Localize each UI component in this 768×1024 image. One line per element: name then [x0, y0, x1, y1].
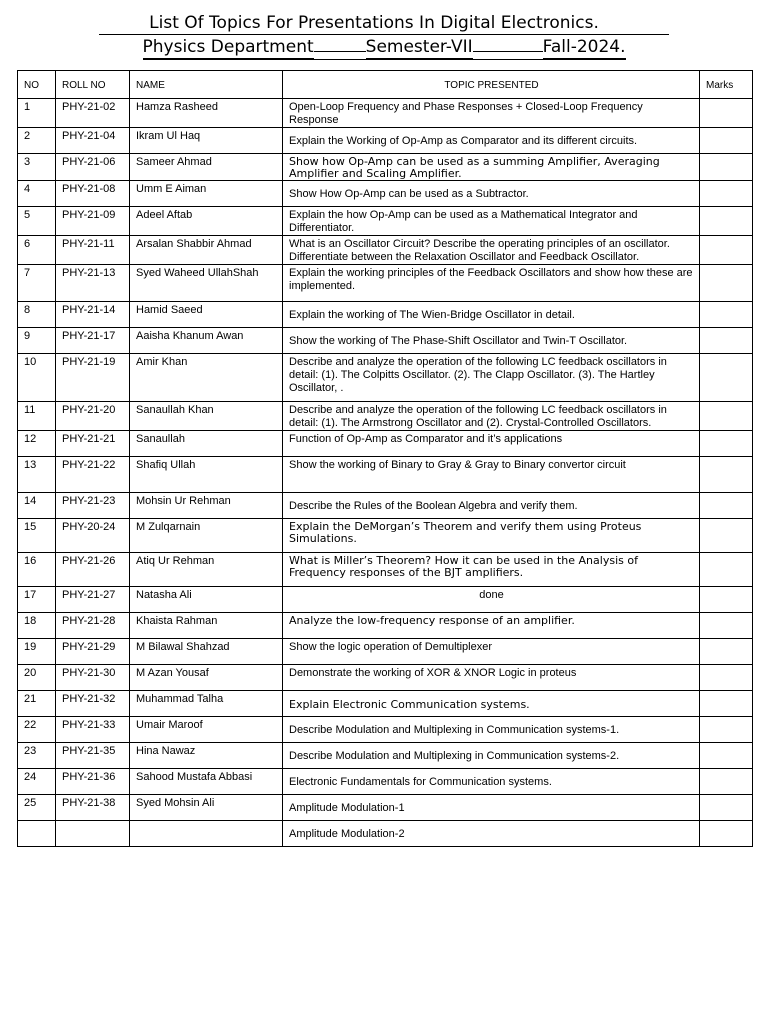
row-name: Umm E Aiman	[130, 181, 283, 207]
table-row	[18, 795, 753, 821]
row-topic: Describe Modulation and Multiplexing in Communication systems-2.	[283, 743, 700, 769]
row-name: Sahood Mustafa Abbasi	[130, 769, 283, 795]
table-row	[18, 553, 753, 587]
row-roll: PHY-21-29	[56, 639, 130, 665]
row-topic: Describe and analyze the operation of the following LC feedback oscillators in detail: (1). The Colpitts Oscillator. (2). The Clapp Oscillator. (3). The Hartley Oscillator, .	[283, 354, 700, 402]
row-marks	[700, 743, 753, 769]
row-no: 15	[18, 519, 56, 553]
row-roll: PHY-21-09	[56, 207, 130, 236]
row-roll: PHY-21-32	[56, 691, 130, 717]
row-no	[18, 821, 56, 847]
row-marks	[700, 493, 753, 519]
row-topic: What is Miller’s Theorem? How it can be used in the Analysis of Frequency responses of the BJT amplifiers.	[283, 553, 700, 587]
row-no: 4	[18, 181, 56, 207]
row-no: 13	[18, 457, 56, 493]
row-topic: Explain the DeMorgan’s Theorem and verify them using Proteus Simulations.	[283, 519, 700, 553]
row-roll: PHY-21-20	[56, 402, 130, 431]
row-no: 17	[18, 587, 56, 613]
row-roll: PHY-21-27	[56, 587, 130, 613]
row-roll: PHY-21-28	[56, 613, 130, 639]
row-roll: PHY-21-36	[56, 769, 130, 795]
row-topic: Explain the working of The Wien-Bridge Oscillator in detail.	[283, 302, 700, 328]
row-roll: PHY-21-06	[56, 154, 130, 181]
row-name: Syed Mohsin Ali	[130, 795, 283, 821]
row-marks	[700, 613, 753, 639]
row-roll: PHY-21-26	[56, 553, 130, 587]
row-no: 19	[18, 639, 56, 665]
row-roll: PHY-21-08	[56, 181, 130, 207]
row-name: Sameer Ahmad	[130, 154, 283, 181]
row-roll: PHY-20-24	[56, 519, 130, 553]
row-no: 11	[18, 402, 56, 431]
row-marks	[700, 402, 753, 431]
row-roll: PHY-21-23	[56, 493, 130, 519]
row-marks	[700, 587, 753, 613]
col-header-topic: TOPIC PRESENTED	[283, 71, 700, 99]
row-topic: What is an Oscillator Circuit? Describe the operating principles of an oscillator. Differentiate between the Relaxation Oscillator and Feedback Oscillator.	[283, 236, 700, 265]
row-roll	[56, 821, 130, 847]
row-no: 21	[18, 691, 56, 717]
row-marks	[700, 154, 753, 181]
col-header-no: NO	[18, 71, 56, 99]
row-roll: PHY-21-02	[56, 99, 130, 128]
table-row	[18, 821, 753, 847]
row-topic: Show How Op-Amp can be used as a Subtractor.	[283, 181, 700, 207]
row-marks	[700, 181, 753, 207]
row-marks	[700, 769, 753, 795]
row-name: Khaista Rahman	[130, 613, 283, 639]
row-no: 5	[18, 207, 56, 236]
row-topic: Electronic Fundamentals for Communication systems.	[283, 769, 700, 795]
table-row	[18, 457, 753, 493]
row-name: Hamza Rasheed	[130, 99, 283, 128]
row-no: 18	[18, 613, 56, 639]
document-title	[0, 12, 768, 35]
row-marks	[700, 99, 753, 128]
row-no: 9	[18, 328, 56, 354]
presentation-topics-table	[17, 70, 753, 847]
table-row	[18, 639, 753, 665]
row-name: Natasha Ali	[130, 587, 283, 613]
row-name: M Zulqarnain	[130, 519, 283, 553]
table-row	[18, 265, 753, 302]
row-topic: Describe and analyze the operation of the following LC feedback oscillators in detail: (1). The Armstrong Oscillator and (2). Crystal-Controlled Oscillators.	[283, 402, 700, 431]
row-roll: PHY-21-17	[56, 328, 130, 354]
table-row	[18, 613, 753, 639]
row-name: Atiq Ur Rehman	[130, 553, 283, 587]
row-no: 2	[18, 128, 56, 154]
row-name: Mohsin Ur Rehman	[130, 493, 283, 519]
table-row	[18, 128, 753, 154]
row-marks	[700, 553, 753, 587]
department-label: Physics Department	[142, 37, 314, 57]
table-row	[18, 302, 753, 328]
row-marks	[700, 265, 753, 302]
table-row	[18, 181, 753, 207]
row-topic: Show the working of Binary to Gray & Gray to Binary convertor circuit	[283, 457, 700, 493]
row-name	[130, 821, 283, 847]
col-header-roll: ROLL NO	[56, 71, 130, 99]
row-no: 24	[18, 769, 56, 795]
table-row	[18, 354, 753, 402]
row-marks	[700, 128, 753, 154]
document-subtitle	[0, 36, 768, 60]
row-roll: PHY-21-21	[56, 431, 130, 457]
row-marks	[700, 795, 753, 821]
table-row	[18, 328, 753, 354]
table-row	[18, 743, 753, 769]
table-row	[18, 587, 753, 613]
row-roll: PHY-21-22	[56, 457, 130, 493]
row-topic: Explain Electronic Communication systems.	[283, 691, 700, 717]
row-topic: Show the working of The Phase-Shift Oscillator and Twin-T Oscillator.	[283, 328, 700, 354]
row-marks	[700, 207, 753, 236]
table-row	[18, 236, 753, 265]
row-roll: PHY-21-35	[56, 743, 130, 769]
row-roll: PHY-21-11	[56, 236, 130, 265]
col-header-name: NAME	[130, 71, 283, 99]
row-topic: Show how Op-Amp can be used as a summing Amplifier, Averaging Amplifier and Scaling Amplifier.	[283, 154, 700, 181]
table-row	[18, 691, 753, 717]
row-marks	[700, 519, 753, 553]
subtitle-line	[143, 36, 626, 60]
row-no: 14	[18, 493, 56, 519]
row-no: 1	[18, 99, 56, 128]
row-topic: Demonstrate the working of XOR & XNOR Logic in proteus	[283, 665, 700, 691]
row-no: 6	[18, 236, 56, 265]
row-roll: PHY-21-33	[56, 717, 130, 743]
table-row	[18, 665, 753, 691]
row-name: Ikram Ul Haq	[130, 128, 283, 154]
row-name: Umair Maroof	[130, 717, 283, 743]
table-row	[18, 154, 753, 181]
row-marks	[700, 691, 753, 717]
row-topic: done	[283, 587, 700, 613]
row-roll: PHY-21-13	[56, 265, 130, 302]
row-name: Aaisha Khanum Awan	[130, 328, 283, 354]
row-topic: Explain the Working of Op-Amp as Comparator and its different circuits.	[283, 128, 700, 154]
row-topic: Explain the how Op-Amp can be used as a Mathematical Integrator and Differentiator.	[283, 207, 700, 236]
row-topic: Open-Loop Frequency and Phase Responses + Closed-Loop Frequency Response	[283, 99, 700, 128]
row-name: Hina Nawaz	[130, 743, 283, 769]
row-no: 8	[18, 302, 56, 328]
row-name: Arsalan Shabbir Ahmad	[130, 236, 283, 265]
row-no: 7	[18, 265, 56, 302]
row-no: 20	[18, 665, 56, 691]
table-row	[18, 431, 753, 457]
table-row	[18, 519, 753, 553]
row-marks	[700, 236, 753, 265]
row-no: 3	[18, 154, 56, 181]
title-text: List Of Topics For Presentations In Digital Electronics.	[99, 12, 669, 35]
row-name: Shafiq Ullah	[130, 457, 283, 493]
row-marks	[700, 639, 753, 665]
row-topic: Amplitude Modulation-2	[283, 821, 700, 847]
table-header-row	[18, 71, 753, 99]
term-label: Fall-2024.	[542, 37, 626, 57]
semester-label: Semester-VII	[365, 37, 473, 57]
row-name: Amir Khan	[130, 354, 283, 402]
table-row	[18, 717, 753, 743]
row-name: Sanaullah Khan	[130, 402, 283, 431]
table-row	[18, 207, 753, 236]
col-header-marks: Marks	[700, 71, 753, 99]
row-no: 12	[18, 431, 56, 457]
row-roll: PHY-21-19	[56, 354, 130, 402]
row-name: Muhammad Talha	[130, 691, 283, 717]
table-row	[18, 493, 753, 519]
row-name: Sanaullah	[130, 431, 283, 457]
row-topic: Amplitude Modulation-1	[283, 795, 700, 821]
row-topic: Analyze the low-frequency response of an amplifier.	[283, 613, 700, 639]
row-roll: PHY-21-04	[56, 128, 130, 154]
row-roll: PHY-21-14	[56, 302, 130, 328]
row-marks	[700, 821, 753, 847]
row-name: M Bilawal Shahzad	[130, 639, 283, 665]
table-row	[18, 402, 753, 431]
row-marks	[700, 457, 753, 493]
row-name: Syed Waheed UllahShah	[130, 265, 283, 302]
row-topic: Function of Op-Amp as Comparator and it’s applications	[283, 431, 700, 457]
row-no: 10	[18, 354, 56, 402]
row-roll: PHY-21-30	[56, 665, 130, 691]
row-roll: PHY-21-38	[56, 795, 130, 821]
row-marks	[700, 328, 753, 354]
table-row	[18, 99, 753, 128]
row-marks	[700, 665, 753, 691]
row-topic: Explain the working principles of the Feedback Oscillators and show how these are implemented.	[283, 265, 700, 302]
row-marks	[700, 717, 753, 743]
row-topic: Describe the Rules of the Boolean Algebra and verify them.	[283, 493, 700, 519]
row-no: 22	[18, 717, 56, 743]
row-no: 16	[18, 553, 56, 587]
row-name: M Azan Yousaf	[130, 665, 283, 691]
row-no: 23	[18, 743, 56, 769]
row-marks	[700, 354, 753, 402]
row-marks	[700, 302, 753, 328]
row-topic: Describe Modulation and Multiplexing in Communication systems-1.	[283, 717, 700, 743]
row-no: 25	[18, 795, 56, 821]
table-row	[18, 769, 753, 795]
row-marks	[700, 431, 753, 457]
row-name: Adeel Aftab	[130, 207, 283, 236]
row-name: Hamid Saeed	[130, 302, 283, 328]
row-topic: Show the logic operation of Demultiplexer	[283, 639, 700, 665]
